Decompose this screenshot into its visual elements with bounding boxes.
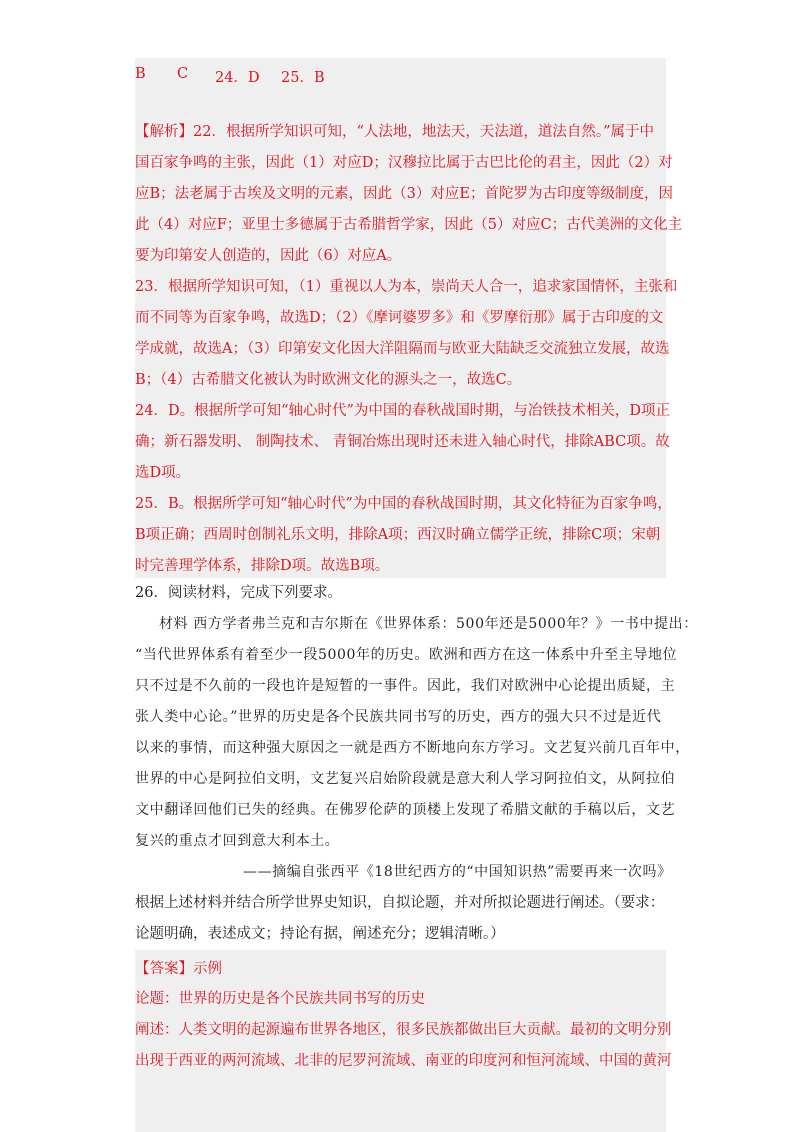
analysis-section <box>135 90 683 578</box>
answers-row <box>135 58 666 90</box>
analysis-line: 【解析】22．根据所学知识可知，“人法地，地法天，天法道，道法自然。”属于中 <box>135 124 655 140</box>
answer-line: 阐述：人类文明的起源遍布世界各地区，很多民族都做出巨大贡献。最初的文明分别 <box>135 1022 672 1038</box>
material-line: 张人类中心论。”世界的历史是各个民族共同书写的历史，西方的强大只不过是近代 <box>135 709 662 725</box>
analysis-line: 学成就，故选A；（3）印第安文化因大洋阻隔而与欧亚大陆缺乏交流独立发展，故选 <box>135 341 670 357</box>
analysis-line: B项正确；西周时创制礼乐文明，排除A项；西汉时确立儒学正统，排除C项；宋朝 <box>135 527 661 543</box>
material-line: 材料 西方学者弗兰克和吉尔斯在《世界体系：500年还是5000年？》一书中提出： <box>159 616 698 632</box>
analysis-line: 而不同等为百家争鸣，故选D；（2）《摩诃婆罗多》和《罗摩衍那》属于古印度的文 <box>135 310 664 326</box>
material-line: 以来的事情，而这种强大原因之一就是西方不断地向东方学习。文艺复兴前几百年中， <box>135 740 690 756</box>
material-source: ——摘编自张西平《18世纪西方的“中国知识热”需要再来一次吗》 <box>243 864 672 880</box>
analysis-line: 要为印第安人创造的，因此（6）对应A。 <box>135 248 402 264</box>
material-line: 复兴的重点才回到意大利本土。 <box>135 833 340 849</box>
material-line: 只不过是不久前的一段也许是短暂的一事件。因此，我们对欧洲中心论提出质疑，主 <box>135 678 676 694</box>
requirement-line: 根据上述材料并结合所学世界史知识，自拟论题，并对所拟论题进行阐述。（要求： <box>135 895 665 911</box>
analysis-line: 25．B。根据所学可知“轴心时代”为中国的春秋战国时期，其文化特征为百家争鸣， <box>135 496 672 512</box>
material-line: “当代世界体系有着至少一段5000年的历史。欧洲和西方在这一体系中升至主导地位 <box>135 647 678 663</box>
requirement-section <box>135 896 666 946</box>
answer-22: C <box>177 66 189 82</box>
analysis-line: 选D项。 <box>135 465 191 481</box>
question-26-prompt: 26．阅读材料，完成下列要求。 <box>135 585 342 601</box>
analysis-line: B；（4）古希腊文化被认为时欧洲文化的源头之一，故选C。 <box>135 372 522 388</box>
answer-24: 24．D <box>215 70 260 86</box>
analysis-line: 此（4）对应F；亚里士多德属于古希腊哲学家，因此（5）对应C；古代美洲的文化主 <box>135 217 683 233</box>
material-passage <box>135 616 698 880</box>
analysis-line: 23．根据所学知识可知，（1）重视以人为本，崇尚天人合一，追求家国情怀，主张和 <box>135 279 678 295</box>
answer-heading: 【答案】示例 <box>135 961 222 977</box>
analysis-line: 24．D。根据所学可知“轴心时代”为中国的春秋战国时期，与冶铁技术相关，D项正 <box>135 403 671 419</box>
material-line: 文中翻译回他们已失的经典。在佛罗伦萨的顶楼上发现了希腊文献的手稿以后，文艺 <box>135 802 676 818</box>
answer-line: 出现于西亚的两河流域、北非的尼罗河流域、南亚的印度河和恒河流域、中国的黄河 <box>135 1053 672 1069</box>
analysis-line: 国百家争鸣的主张，因此（1）对应D；汉穆拉比属于古巴比伦的君主，因此（2）对 <box>135 155 673 171</box>
analysis-line: 应B；法老属于古埃及文明的元素，因此（3）对应E；首陀罗为古印度等级制度，因 <box>135 186 673 202</box>
requirement-line: 论题明确，表述成文；持论有据，阐述充分；逻辑清晰。） <box>135 926 505 942</box>
answer-thesis: 论题：世界的历史是各个民族共同书写的历史 <box>135 991 425 1007</box>
answer-21: B <box>135 66 146 82</box>
analysis-line: 确；新石器发明、 制陶技术、 青铜冶炼出现时还未进入轴心时代，排除ABC项。故 <box>135 434 670 450</box>
answer-section <box>135 950 672 1132</box>
material-line: 世界的中心是阿拉伯文明，文艺复兴启始阶段就是意大利人学习阿拉伯文，从阿拉伯 <box>135 771 676 787</box>
analysis-line: 时完善理学体系，排除D项。故选B项。 <box>135 558 390 574</box>
answer-25: 25．B <box>281 70 325 86</box>
